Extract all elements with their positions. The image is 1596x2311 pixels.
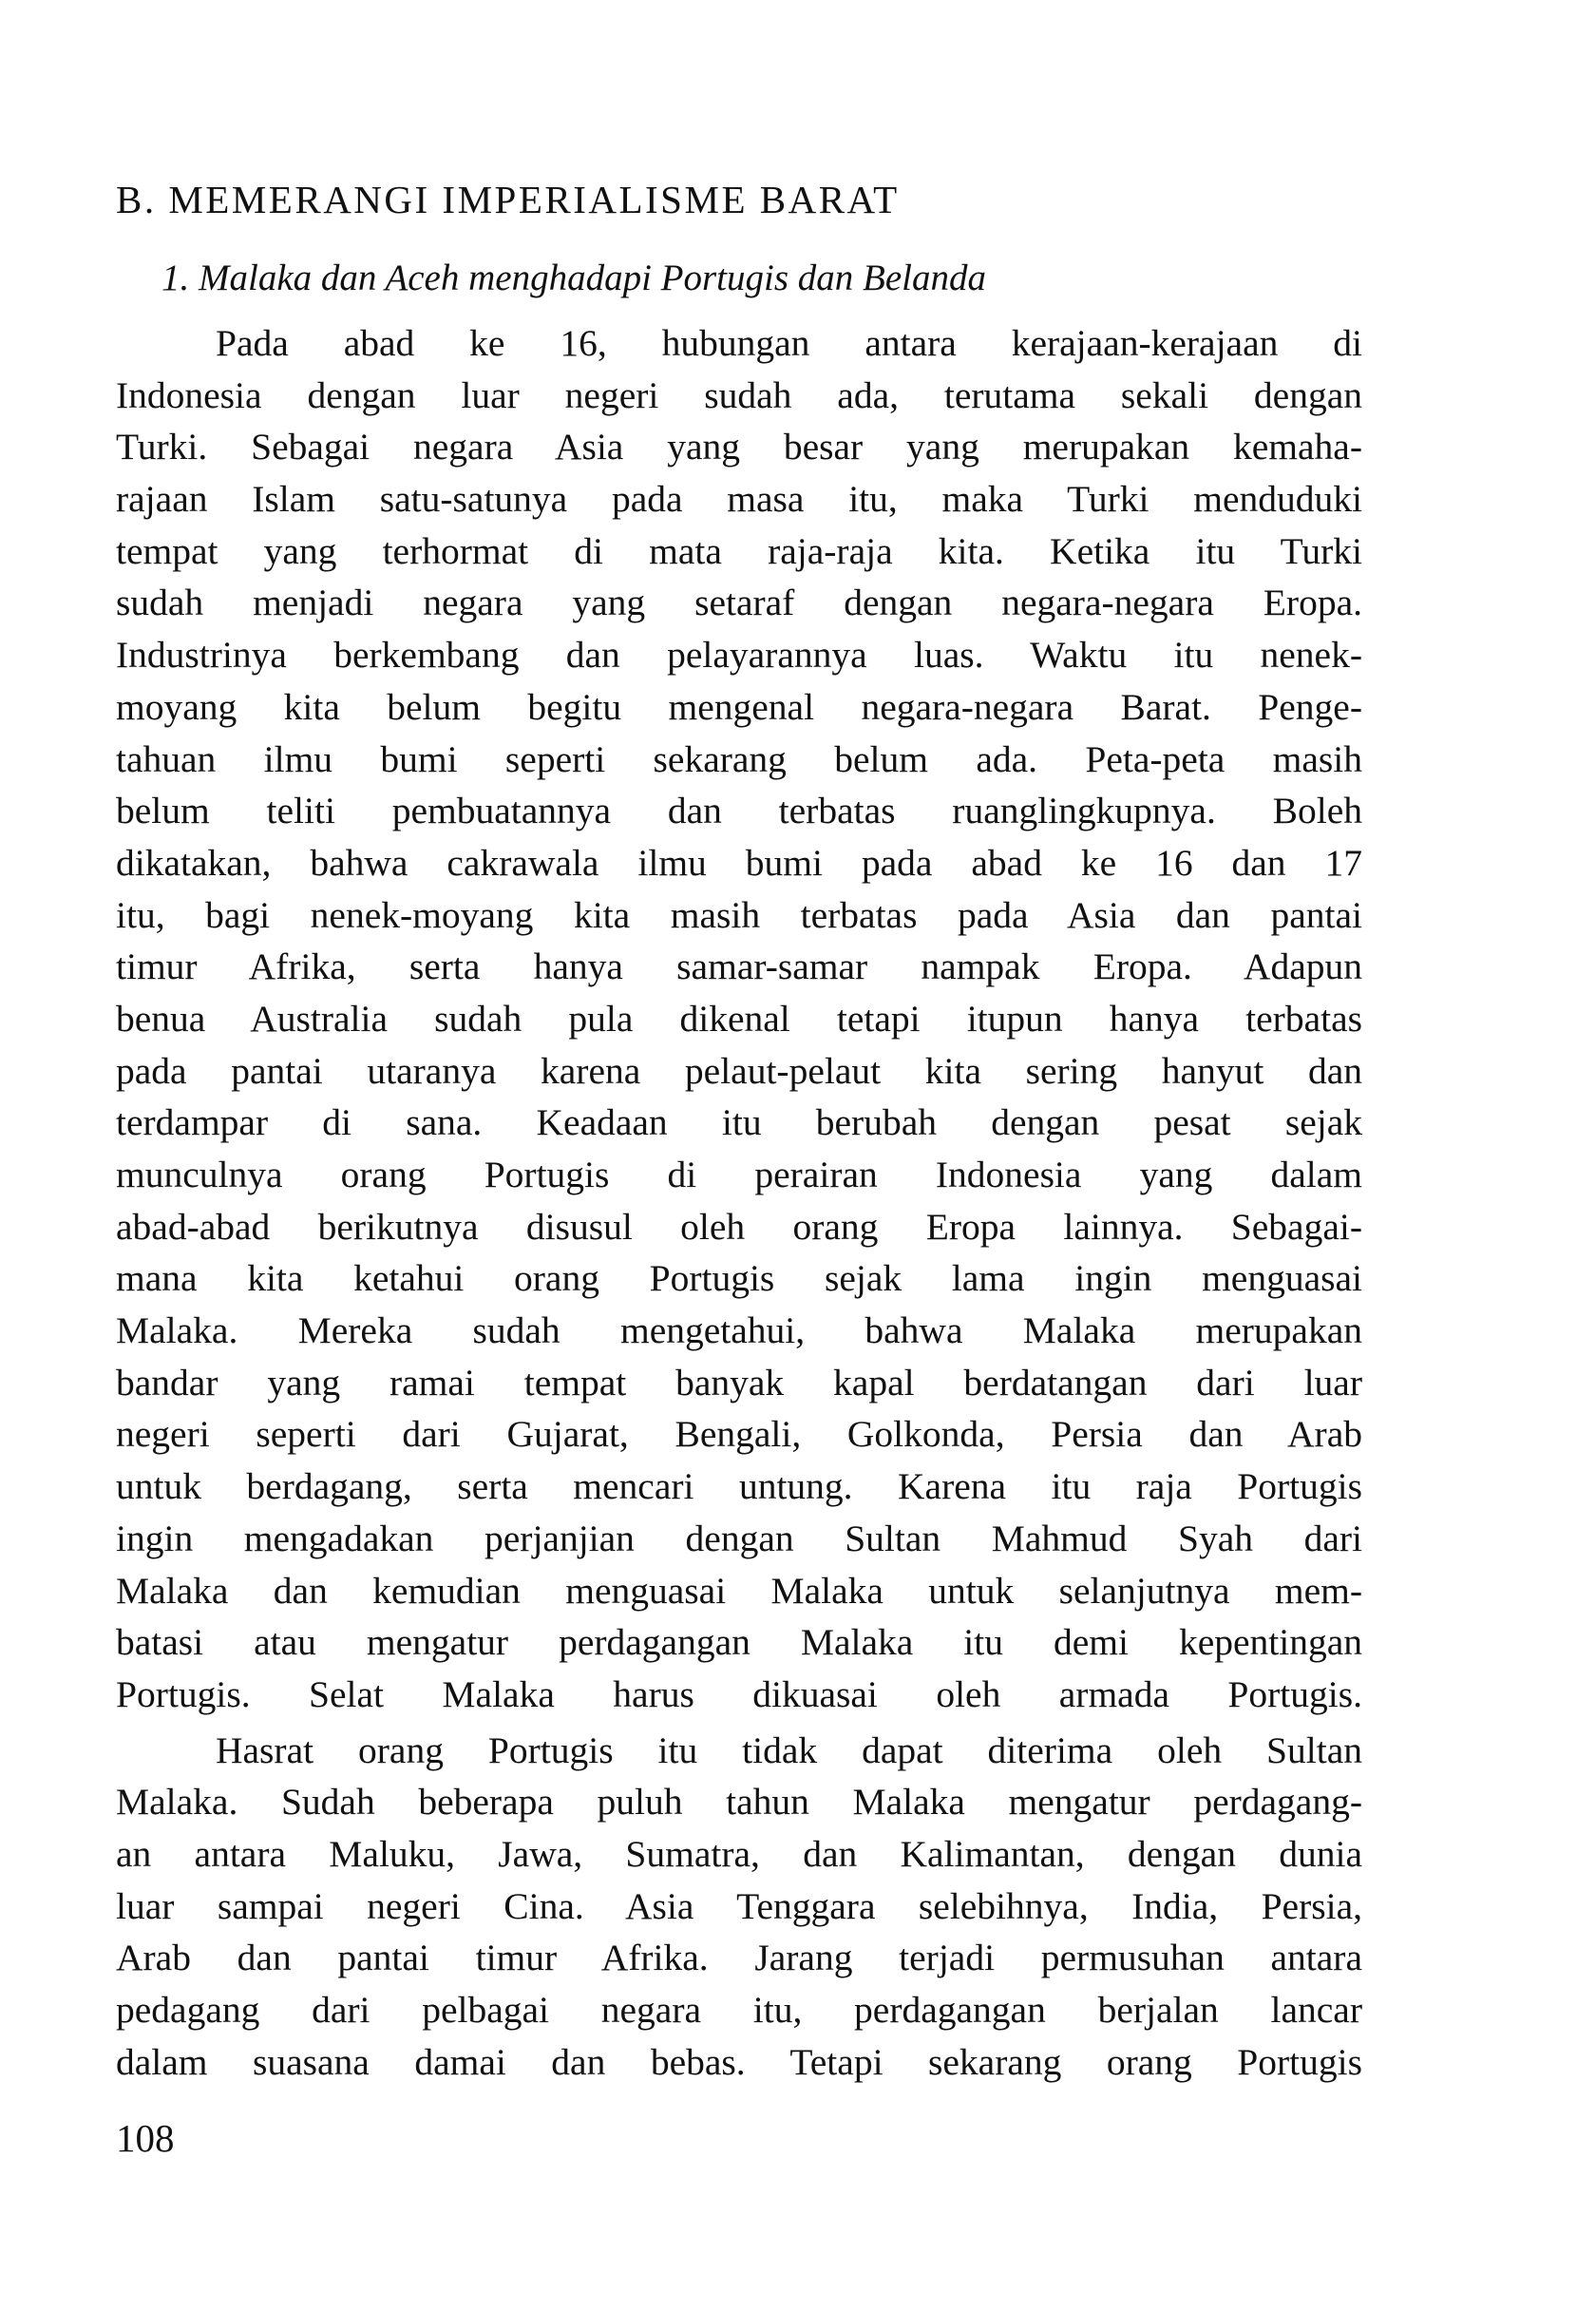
text-line: batasi atau mengatur perdagangan Malaka itu demi kepentingan	[116, 1621, 1362, 1664]
text-line: moyang kita belum begitu mengenal negara-negara Barat. Penge-	[116, 685, 1362, 728]
text-line: Industrinya berkembang dan pelayarannya luas. Waktu itu nenek-	[116, 634, 1362, 677]
text-line: itu, bagi nenek-moyang kita masih terbatas pada Asia dan pantai	[116, 893, 1362, 936]
text-line: Malaka dan kemudian menguasai Malaka untuk selanjutnya mem-	[116, 1569, 1362, 1612]
text-line: luar sampai negeri Cina. Asia Tenggara selebihnya, India, Persia,	[116, 1884, 1362, 1927]
sub-heading: 1. Malaka dan Aceh menghadapi Portugis dan Belanda	[162, 258, 986, 298]
text-line: bandar yang ramai tempat banyak kapal berdatangan dari luar	[116, 1361, 1362, 1404]
text-line: belum teliti pembuatannya dan terbatas ruanglingkupnya. Boleh	[116, 790, 1362, 832]
text-line: Portugis. Selat Malaka harus dikuasai oleh armada Portugis.	[116, 1672, 1362, 1715]
text-line: munculnya orang Portugis di perairan Indonesia yang dalam	[116, 1154, 1362, 1195]
text-line: abad-abad berikutnya disusul oleh orang Eropa lainnya. Sebagai-	[116, 1205, 1362, 1248]
text-line: pada pantai utaranya karena pelaut-pelaut kita sering hanyut dan	[116, 1049, 1362, 1092]
text-line: dalam suasana damai dan bebas. Tetapi sekarang orang Portugis	[116, 2040, 1362, 2083]
text-line: ingin mengadakan perjanjian dengan Sultan Mahmud Syah dari	[116, 1517, 1362, 1559]
page-number: 108	[116, 2116, 175, 2160]
text-line: Hasrat orang Portugis itu tidak dapat diterima oleh Sultan	[216, 1728, 1362, 1771]
text-line: terdampar di sana. Keadaan itu berubah dengan pesat sejak	[116, 1101, 1362, 1144]
text-line: an antara Maluku, Jawa, Sumatra, dan Kalimantan, dengan dunia	[116, 1832, 1362, 1875]
text-line: timur Afrika, serta hanya samar-samar nampak Eropa. Adapun	[116, 945, 1362, 988]
body-text	[116, 317, 1362, 2088]
text-line: Arab dan pantai timur Afrika. Jarang terjadi permusuhan antara	[116, 1937, 1362, 1979]
text-line: Turki. Sebagai negara Asia yang besar yang merupakan kemaha-	[116, 426, 1362, 468]
text-line: Malaka. Mereka sudah mengetahui, bahwa Malaka merupakan	[116, 1309, 1362, 1352]
section-heading: B. MEMERANGI IMPERIALISME BARAT	[116, 178, 900, 221]
text-line: negeri seperti dari Gujarat, Bengali, Golkonda, Persia dan Arab	[116, 1413, 1362, 1456]
text-line: Malaka. Sudah beberapa puluh tahun Malaka mengatur perdagang-	[116, 1781, 1362, 1824]
text-line: tempat yang terhormat di mata raja-raja kita. Ketika itu Turki	[116, 529, 1362, 572]
text-line: rajaan Islam satu-satunya pada masa itu, maka Turki menduduki	[116, 478, 1362, 521]
text-line: Pada abad ke 16, hubungan antara kerajaan-kerajaan di	[216, 322, 1362, 364]
text-line: sudah menjadi negara yang setaraf dengan negara-negara Eropa.	[116, 582, 1362, 624]
paragraph-2	[116, 1725, 1362, 2089]
text-line: Indonesia dengan luar negeri sudah ada, terutama sekali dengan	[116, 373, 1362, 416]
text-line: untuk berdagang, serta mencari untung. Karena itu raja Portugis	[116, 1465, 1362, 1508]
text-line: dikatakan, bahwa cakrawala ilmu bumi pada abad ke 16 dan 17	[116, 841, 1362, 884]
text-line: benua Australia sudah pula dikenal tetapi itupun hanya terbatas	[116, 997, 1362, 1040]
paragraph-1	[116, 317, 1362, 1721]
text-line: mana kita ketahui orang Portugis sejak lama ingin menguasai	[116, 1257, 1362, 1300]
text-line: tahuan ilmu bumi seperti sekarang belum ada. Peta-peta masih	[116, 737, 1362, 780]
text-line: pedagang dari pelbagai negara itu, perdagangan berjalan lancar	[116, 1989, 1362, 2031]
